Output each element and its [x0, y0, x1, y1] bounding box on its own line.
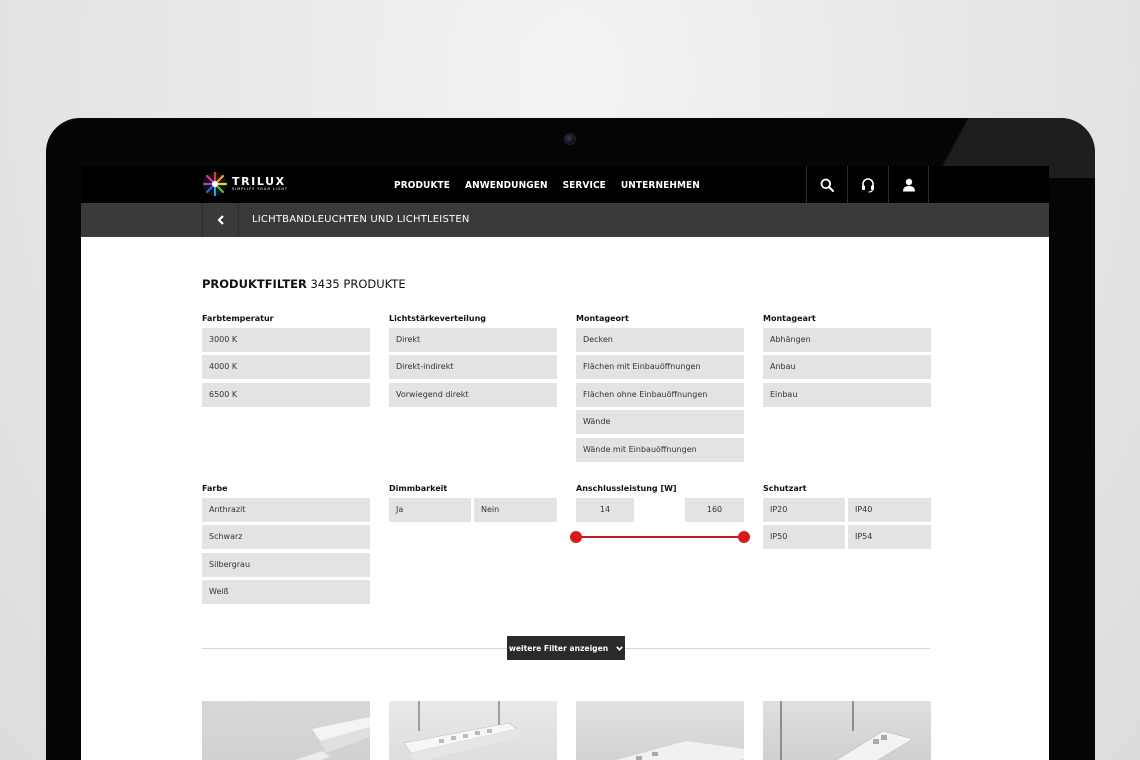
filter-option-waende-mit-einbauoeffnungen[interactable]: Wände mit Einbauöffnungen: [576, 438, 744, 462]
range-max-value[interactable]: 160: [685, 498, 744, 522]
filter-option-6500k[interactable]: 6500 K: [202, 383, 370, 407]
anschlussleistung-label: Anschlussleistung [W]: [576, 484, 677, 493]
product-card-3[interactable]: [576, 701, 744, 760]
nav-item-produkte[interactable]: PRODUKTE: [394, 180, 451, 191]
product-count: 3435 PRODUKTE: [310, 277, 406, 291]
farbtemperatur-label: Farbtemperatur: [202, 314, 274, 323]
filter-option-weiss[interactable]: Weiß: [202, 580, 370, 604]
user-icon: [902, 178, 916, 192]
farbe-label: Farbe: [202, 484, 228, 493]
filter-option-schwarz[interactable]: Schwarz: [202, 525, 370, 549]
filter-option-4000k[interactable]: 4000 K: [202, 355, 370, 379]
breadcrumb: [81, 203, 1049, 237]
filter-option-ja[interactable]: Ja: [389, 498, 471, 522]
filter-option-ip50[interactable]: IP50: [763, 525, 845, 549]
account-button[interactable]: [888, 166, 929, 203]
filter-option-einbau[interactable]: Einbau: [763, 383, 931, 407]
filter-option-decken[interactable]: Decken: [576, 328, 744, 352]
browser-screen: [81, 166, 1049, 760]
logo-slogan: SIMPLIFY YOUR LIGHT: [232, 187, 289, 192]
header-icon-group: [806, 166, 929, 203]
filter-option-vorwiegend-direkt[interactable]: Vorwiegend direkt: [389, 383, 557, 407]
trilux-logo[interactable]: [202, 171, 288, 197]
back-button[interactable]: [202, 203, 239, 237]
filter-option-anbau[interactable]: Anbau: [763, 355, 931, 379]
logo-mark-icon: [202, 171, 228, 197]
filter-title: PRODUKTFILTER: [202, 277, 307, 291]
headset-icon: [860, 177, 876, 193]
webcam: [564, 133, 576, 145]
product-card-4[interactable]: [763, 701, 931, 760]
montageart-label: Montageart: [763, 314, 816, 323]
filter-heading: [202, 277, 406, 291]
logo-wordmark: TRILUX: [232, 175, 286, 189]
filter-option-3000k[interactable]: 3000 K: [202, 328, 370, 352]
nav-item-unternehmen[interactable]: UNTERNEHMEN: [620, 180, 700, 191]
chevron-down-icon: [616, 646, 623, 651]
main-navigation: [394, 180, 700, 191]
nav-item-service[interactable]: SERVICE: [562, 180, 606, 191]
range-slider-track[interactable]: [576, 536, 744, 538]
filter-option-ip20[interactable]: IP20: [763, 498, 845, 522]
more-filters-button[interactable]: [507, 636, 625, 660]
filter-option-waende[interactable]: Wände: [576, 410, 744, 434]
filter-option-direkt[interactable]: Direkt: [389, 328, 557, 352]
filter-option-ip54[interactable]: IP54: [848, 525, 931, 549]
breadcrumb-current: LICHTBANDLEUCHTEN UND LICHTLEISTEN: [252, 214, 470, 225]
filter-option-flaechen-ohne-einbauoeffnungen[interactable]: Flächen ohne Einbauöffnungen: [576, 383, 744, 407]
filter-option-anthrazit[interactable]: Anthrazit: [202, 498, 370, 522]
filter-option-flaechen-mit-einbauoeffnungen[interactable]: Flächen mit Einbauöffnungen: [576, 355, 744, 379]
product-image: [202, 701, 370, 760]
more-filters-label: weitere Filter anzeigen: [508, 643, 609, 653]
montageort-label: Montageort: [576, 314, 629, 323]
nav-item-anwendungen[interactable]: ANWENDUNGEN: [465, 180, 548, 191]
product-image: [763, 701, 931, 760]
chevron-left-icon: [217, 215, 225, 225]
range-min-value[interactable]: 14: [576, 498, 634, 522]
product-card-2[interactable]: [389, 701, 557, 760]
search-icon: [820, 178, 834, 192]
filter-option-nein[interactable]: Nein: [474, 498, 557, 522]
monitor-frame: [46, 118, 1095, 760]
filter-option-direkt-indirekt[interactable]: Direkt-indirekt: [389, 355, 557, 379]
product-image: [389, 701, 557, 760]
dimmbarkeit-label: Dimmbarkeit: [389, 484, 448, 493]
top-navigation: [81, 166, 1049, 203]
range-slider-max-handle[interactable]: [738, 531, 750, 543]
range-slider-min-handle[interactable]: [570, 531, 582, 543]
contact-button[interactable]: [847, 166, 888, 203]
product-card-1[interactable]: [202, 701, 370, 760]
schutzart-label: Schutzart: [763, 484, 807, 493]
product-image: [576, 701, 744, 760]
search-button[interactable]: [806, 166, 847, 203]
filter-option-ip40[interactable]: IP40: [848, 498, 931, 522]
filter-option-abhaengen[interactable]: Abhängen: [763, 328, 931, 352]
lichtstaerke-label: Lichtstärkeverteilung: [389, 314, 486, 323]
filter-option-silbergrau[interactable]: Silbergrau: [202, 553, 370, 577]
